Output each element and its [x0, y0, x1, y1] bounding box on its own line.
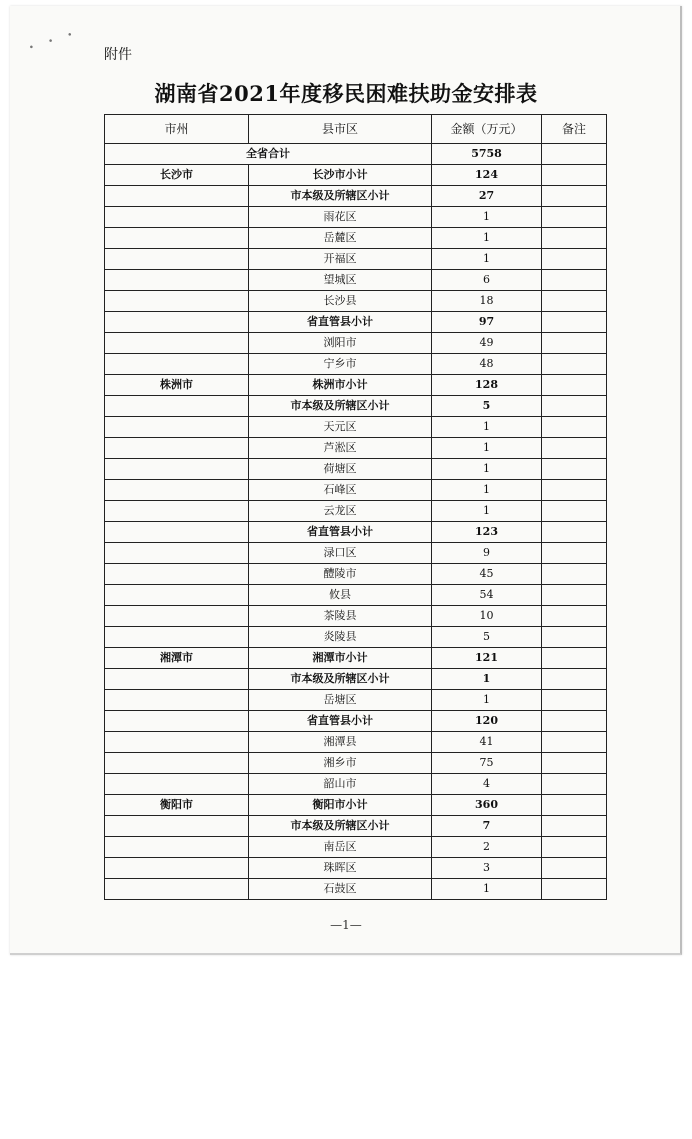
- table-row: [105, 501, 607, 522]
- table-row: [105, 312, 607, 333]
- amount-cell: 1: [432, 459, 542, 480]
- table-row: [105, 795, 607, 816]
- grand-total-row: [105, 144, 607, 165]
- city-cell: [105, 207, 249, 228]
- remark-cell: [542, 837, 607, 858]
- amount-cell: 54: [432, 585, 542, 606]
- table-row: [105, 690, 607, 711]
- remark-cell: [542, 207, 607, 228]
- grand-total-amount: 5758: [432, 144, 542, 165]
- remark-cell: [542, 858, 607, 879]
- amount-cell: 123: [432, 522, 542, 543]
- amount-cell: 1: [432, 501, 542, 522]
- amount-cell: 1: [432, 879, 542, 900]
- remark-cell: [542, 186, 607, 207]
- county-cell: 岳麓区: [249, 228, 432, 249]
- amount-cell: 121: [432, 648, 542, 669]
- amount-cell: 18: [432, 291, 542, 312]
- table-row: [105, 228, 607, 249]
- city-cell: [105, 249, 249, 270]
- remark-cell: [542, 879, 607, 900]
- table-row: [105, 774, 607, 795]
- county-cell: 醴陵市: [249, 564, 432, 585]
- table-row: [105, 291, 607, 312]
- table-header-row: [105, 115, 607, 144]
- remark-cell: [542, 585, 607, 606]
- county-cell: 株洲市小计: [249, 375, 432, 396]
- city-cell: 长沙市: [105, 165, 249, 186]
- amount-cell: 1: [432, 690, 542, 711]
- amount-cell: 360: [432, 795, 542, 816]
- amount-cell: 1: [432, 207, 542, 228]
- amount-cell: 1: [432, 480, 542, 501]
- amount-cell: 49: [432, 333, 542, 354]
- amount-cell: 3: [432, 858, 542, 879]
- remark-cell: [542, 648, 607, 669]
- county-cell: 省直管县小计: [249, 312, 432, 333]
- amount-cell: 75: [432, 753, 542, 774]
- county-cell: 市本级及所辖区小计: [249, 669, 432, 690]
- county-cell: 开福区: [249, 249, 432, 270]
- amount-cell: 5: [432, 396, 542, 417]
- city-cell: [105, 837, 249, 858]
- city-cell: [105, 774, 249, 795]
- amount-cell: 97: [432, 312, 542, 333]
- amount-cell: 10: [432, 606, 542, 627]
- table-row: [105, 270, 607, 291]
- county-cell: 长沙市小计: [249, 165, 432, 186]
- city-cell: [105, 564, 249, 585]
- city-cell: [105, 186, 249, 207]
- amount-cell: 9: [432, 543, 542, 564]
- table-row: [105, 711, 607, 732]
- document-title: 湖南省2021年度移民困难扶助金安排表: [154, 81, 538, 106]
- table-row: [105, 480, 607, 501]
- table-row: [105, 459, 607, 480]
- remark-cell: [542, 606, 607, 627]
- table-row: [105, 375, 607, 396]
- city-cell: [105, 522, 249, 543]
- county-cell: 省直管县小计: [249, 522, 432, 543]
- city-cell: [105, 879, 249, 900]
- table-row: [105, 669, 607, 690]
- table-row: [105, 354, 607, 375]
- remark-cell: [542, 522, 607, 543]
- grand-total-label: 全省合计: [105, 144, 432, 165]
- amount-cell: 1: [432, 228, 542, 249]
- county-cell: 湘乡市: [249, 753, 432, 774]
- table-row: [105, 522, 607, 543]
- table-row: [105, 627, 607, 648]
- city-cell: [105, 459, 249, 480]
- remark-cell: [542, 543, 607, 564]
- city-cell: [105, 291, 249, 312]
- city-cell: [105, 753, 249, 774]
- county-cell: 天元区: [249, 417, 432, 438]
- amount-cell: 48: [432, 354, 542, 375]
- city-cell: [105, 228, 249, 249]
- county-cell: 石鼓区: [249, 879, 432, 900]
- remark-cell: [542, 480, 607, 501]
- county-cell: 望城区: [249, 270, 432, 291]
- city-cell: [105, 480, 249, 501]
- amount-cell: 45: [432, 564, 542, 585]
- grand-total-remark: [542, 144, 607, 165]
- remark-cell: [542, 459, 607, 480]
- county-cell: 市本级及所辖区小计: [249, 396, 432, 417]
- amount-cell: 5: [432, 627, 542, 648]
- table-row: [105, 333, 607, 354]
- city-cell: [105, 543, 249, 564]
- table-row: [105, 417, 607, 438]
- table-row: [105, 606, 607, 627]
- county-cell: 荷塘区: [249, 459, 432, 480]
- header-city: 市州: [105, 115, 249, 144]
- county-cell: 湘潭市小计: [249, 648, 432, 669]
- city-cell: 株洲市: [105, 375, 249, 396]
- city-cell: [105, 396, 249, 417]
- county-cell: 市本级及所辖区小计: [249, 816, 432, 837]
- amount-cell: 4: [432, 774, 542, 795]
- county-cell: 渌口区: [249, 543, 432, 564]
- table-row: [105, 648, 607, 669]
- county-cell: 石峰区: [249, 480, 432, 501]
- city-cell: [105, 270, 249, 291]
- table-row: [105, 165, 607, 186]
- table-row: [105, 564, 607, 585]
- remark-cell: [542, 270, 607, 291]
- remark-cell: [542, 312, 607, 333]
- amount-cell: 1: [432, 417, 542, 438]
- county-cell: 珠晖区: [249, 858, 432, 879]
- city-cell: [105, 711, 249, 732]
- table-row: [105, 585, 607, 606]
- remark-cell: [542, 753, 607, 774]
- remark-cell: [542, 564, 607, 585]
- city-cell: [105, 354, 249, 375]
- table-row: [105, 207, 607, 228]
- city-cell: 衡阳市: [105, 795, 249, 816]
- county-cell: 省直管县小计: [249, 711, 432, 732]
- remark-cell: [542, 438, 607, 459]
- table-row: [105, 858, 607, 879]
- remark-cell: [542, 396, 607, 417]
- county-cell: 湘潭县: [249, 732, 432, 753]
- table-row: [105, 753, 607, 774]
- county-cell: 长沙县: [249, 291, 432, 312]
- amount-cell: 41: [432, 732, 542, 753]
- city-cell: [105, 438, 249, 459]
- county-cell: 浏阳市: [249, 333, 432, 354]
- table-row: [105, 438, 607, 459]
- city-cell: [105, 333, 249, 354]
- remark-cell: [542, 333, 607, 354]
- scan-specks: • • •: [27, 28, 80, 54]
- amount-cell: 6: [432, 270, 542, 291]
- table-row: [105, 396, 607, 417]
- county-cell: 攸县: [249, 585, 432, 606]
- table-row: [105, 186, 607, 207]
- city-cell: [105, 606, 249, 627]
- county-cell: 南岳区: [249, 837, 432, 858]
- amount-cell: 1: [432, 249, 542, 270]
- table-row: [105, 837, 607, 858]
- header-remark: 备注: [542, 115, 607, 144]
- city-cell: [105, 732, 249, 753]
- table-row: [105, 543, 607, 564]
- city-cell: [105, 585, 249, 606]
- allocation-table: [104, 114, 607, 900]
- remark-cell: [542, 354, 607, 375]
- table-row: [105, 879, 607, 900]
- amount-cell: 7: [432, 816, 542, 837]
- remark-cell: [542, 795, 607, 816]
- remark-cell: [542, 711, 607, 732]
- amount-cell: 1: [432, 669, 542, 690]
- county-cell: 雨花区: [249, 207, 432, 228]
- header-amount: 金额（万元）: [432, 115, 542, 144]
- table-row: [105, 732, 607, 753]
- county-cell: 市本级及所辖区小计: [249, 186, 432, 207]
- amount-cell: 124: [432, 165, 542, 186]
- table-row: [105, 816, 607, 837]
- remark-cell: [542, 249, 607, 270]
- header-county: 县市区: [249, 115, 432, 144]
- city-cell: [105, 669, 249, 690]
- city-cell: [105, 312, 249, 333]
- amount-cell: 120: [432, 711, 542, 732]
- city-cell: [105, 627, 249, 648]
- remark-cell: [542, 228, 607, 249]
- county-cell: 云龙区: [249, 501, 432, 522]
- remark-cell: [542, 690, 607, 711]
- remark-cell: [542, 732, 607, 753]
- page-number: —1—: [330, 918, 362, 932]
- remark-cell: [542, 627, 607, 648]
- remark-cell: [542, 165, 607, 186]
- remark-cell: [542, 816, 607, 837]
- amount-cell: 2: [432, 837, 542, 858]
- remark-cell: [542, 774, 607, 795]
- county-cell: 炎陵县: [249, 627, 432, 648]
- annex-label: 附件: [104, 47, 132, 63]
- county-cell: 宁乡市: [249, 354, 432, 375]
- city-cell: [105, 501, 249, 522]
- amount-cell: 1: [432, 438, 542, 459]
- county-cell: 岳塘区: [249, 690, 432, 711]
- amount-cell: 128: [432, 375, 542, 396]
- county-cell: 衡阳市小计: [249, 795, 432, 816]
- table-row: [105, 249, 607, 270]
- county-cell: 茶陵县: [249, 606, 432, 627]
- city-cell: [105, 816, 249, 837]
- city-cell: [105, 858, 249, 879]
- city-cell: [105, 417, 249, 438]
- remark-cell: [542, 501, 607, 522]
- county-cell: 芦淞区: [249, 438, 432, 459]
- county-cell: 韶山市: [249, 774, 432, 795]
- remark-cell: [542, 669, 607, 690]
- city-cell: 湘潭市: [105, 648, 249, 669]
- city-cell: [105, 690, 249, 711]
- amount-cell: 27: [432, 186, 542, 207]
- remark-cell: [542, 291, 607, 312]
- remark-cell: [542, 417, 607, 438]
- remark-cell: [542, 375, 607, 396]
